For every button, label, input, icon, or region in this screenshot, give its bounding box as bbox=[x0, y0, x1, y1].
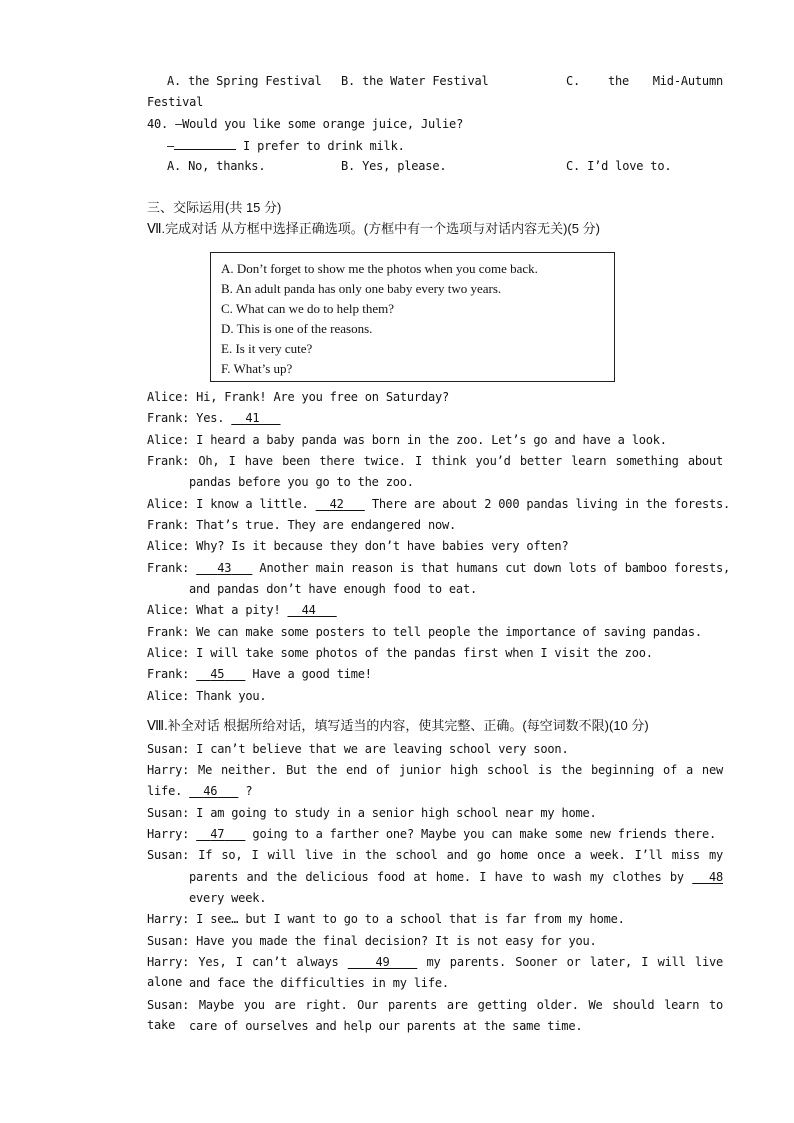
blank-48-number: 48 bbox=[708, 870, 723, 884]
dialogue7-line-9 bbox=[147, 558, 730, 578]
dialogue7-line-15: Alice: Thank you. bbox=[147, 689, 267, 703]
dialogue7-line-14 bbox=[147, 664, 372, 684]
q40-option-b: B. Yes, please. bbox=[341, 159, 447, 173]
dialogue7-line-14-pre: Frank: bbox=[147, 667, 197, 681]
dialogue7-line-1: Alice: Hi, Frank! Are you free on Saturday? bbox=[147, 390, 450, 404]
dialogue8-line-6: Susan: If so, I will live in the school and go home once a week. I’ll miss my bbox=[147, 848, 723, 862]
blank-45[interactable] bbox=[196, 667, 245, 681]
dialogue7-line-3: Alice: I heard a baby panda was born in the zoo. Let’s go and have a look. bbox=[147, 433, 667, 447]
dialogue8-line-3-pre: life. bbox=[147, 784, 190, 798]
q39-option-c-the: the bbox=[608, 74, 630, 88]
dialogue8-line-2: Harry: Me neither. But the end of junior high school is the beginning of a new bbox=[147, 763, 723, 777]
q40-options-row bbox=[167, 156, 723, 176]
dialogue7-line-12: Frank: We can make some posters to tell people the importance of saving pandas. bbox=[147, 625, 702, 639]
dialogue8-line-12: and face the difficulties in my life. bbox=[189, 976, 449, 990]
q39-option-a: A. the Spring Festival bbox=[167, 74, 322, 88]
dialogue7-line-10: and pandas don’t have enough food to eat. bbox=[189, 582, 478, 596]
dialogue7-line-11-pre: Alice: What a pity! bbox=[147, 603, 288, 617]
box-option-f: F. What’s up? bbox=[221, 361, 293, 376]
blank-41-number: 41 bbox=[245, 411, 260, 425]
dialogue8-line-13: Susan: Maybe you are right. Our parents are getting older. We should learn to take bbox=[147, 998, 723, 1032]
dialogue7-line-11 bbox=[147, 600, 337, 620]
dialogue8-line-7-pre: parents and the delicious food at home. I have to wash my clothes by bbox=[189, 870, 693, 884]
q39-option-c-letter: C. bbox=[566, 74, 581, 88]
dialogue7-line-13: Alice: I will take some photos of the pandas first when I visit the zoo. bbox=[147, 646, 653, 660]
dialogue8-line-8: every week. bbox=[189, 891, 267, 905]
dialogue8-line-9: Harry: I see… but I want to go to a school that is far from my home. bbox=[147, 912, 625, 926]
box-option-e: E. Is it very cute? bbox=[221, 341, 313, 356]
dialogue8-line-11-post: my parents. Sooner or later, I will live alone bbox=[147, 955, 724, 989]
dialogue7-line-9-pre: Frank: bbox=[147, 561, 197, 575]
dialogue7-line-14-post: Have a good time! bbox=[245, 667, 372, 681]
blank-43-number: 43 bbox=[217, 561, 232, 575]
section7-title: Ⅶ.完成对话 从方框中选择正确选项。(方框中有一个选项与对话内容无关)(5 分) bbox=[147, 221, 600, 236]
dialogue8-line-5-post: going to a farther one? Maybe you can make some new friends there. bbox=[245, 827, 717, 841]
q40-reply-dash: — bbox=[167, 139, 175, 153]
dialogue7-line-7: Frank: That’s true. They are endangered now. bbox=[147, 518, 457, 532]
q40-option-c: C. I’d love to. bbox=[566, 159, 672, 173]
dialogue8-line-3-post: ? bbox=[238, 784, 253, 798]
dialogue8-line-7 bbox=[189, 867, 723, 887]
blank-49[interactable] bbox=[348, 955, 418, 969]
blank-49-number: 49 bbox=[375, 955, 390, 969]
q39-option-b: B. the Water Festival bbox=[341, 74, 489, 88]
dialogue8-line-1: Susan: I can’t believe that we are leaving school very soon. bbox=[147, 742, 569, 756]
dialogue7-line-6 bbox=[147, 494, 730, 514]
blank-44[interactable] bbox=[288, 603, 337, 617]
dialogue7-line-6-pre: Alice: I know a little. bbox=[147, 497, 316, 511]
q40-blank[interactable] bbox=[174, 135, 236, 150]
q40-reply-text: I prefer to drink milk. bbox=[236, 139, 405, 153]
dialogue8-line-4: Susan: I am going to study in a senior high school near my home. bbox=[147, 806, 597, 820]
box-option-a: A. Don’t forget to show me the photos when you come back. bbox=[221, 261, 538, 276]
q40-stem: 40. —Would you like some orange juice, Julie? bbox=[147, 117, 464, 131]
q39-option-c-wrap: Festival bbox=[147, 95, 204, 109]
blank-47-number: 47 bbox=[210, 827, 225, 841]
dialogue7-line-2-text: Frank: Yes. bbox=[147, 411, 232, 425]
blank-42[interactable] bbox=[316, 497, 365, 511]
blank-44-number: 44 bbox=[301, 603, 316, 617]
q40-reply bbox=[167, 135, 405, 155]
section8-title: Ⅷ.补全对话 根据所给对话，填写适当的内容，使其完整、正确。(每空词数不限)(10 分) bbox=[147, 718, 649, 733]
options-box bbox=[210, 252, 615, 382]
dialogue7-line-9-post: Another main reason is that humans cut down lots of bamboo forests, bbox=[252, 561, 731, 575]
blank-42-number: 42 bbox=[329, 497, 344, 511]
q40-option-a: A. No, thanks. bbox=[167, 159, 266, 173]
blank-46[interactable] bbox=[189, 784, 238, 798]
dialogue8-line-5 bbox=[147, 824, 716, 844]
dialogue8-line-11-pre: Harry: Yes, I can’t always bbox=[147, 955, 348, 969]
dialogue8-line-5-pre: Harry: bbox=[147, 827, 197, 841]
blank-47[interactable] bbox=[196, 827, 245, 841]
dialogue8-line-10: Susan: Have you made the final decision? It is not easy for you. bbox=[147, 934, 597, 948]
dialogue7-line-4: Frank: Oh, I have been there twice. I think you’d better learn something about bbox=[147, 454, 723, 468]
dialogue7-line-8: Alice: Why? Is it because they don’t have babies very often? bbox=[147, 539, 569, 553]
blank-43[interactable] bbox=[196, 561, 252, 575]
blank-46-number: 46 bbox=[203, 784, 218, 798]
q39-option-c-rest: Mid-Autumn bbox=[652, 74, 723, 88]
dialogue7-line-6-post: There are about 2 000 pandas living in the forests. bbox=[364, 497, 731, 511]
blank-48[interactable] bbox=[692, 870, 723, 884]
dialogue7-line-2 bbox=[147, 408, 281, 428]
blank-45-number: 45 bbox=[210, 667, 225, 681]
dialogue8-line-3 bbox=[147, 781, 252, 801]
q39-options-row bbox=[167, 71, 723, 91]
section3-title: 三、交际运用(共 15 分) bbox=[147, 200, 282, 215]
blank-41[interactable] bbox=[231, 411, 280, 425]
dialogue7-line-5: pandas before you go to the zoo. bbox=[189, 475, 414, 489]
box-option-d: D. This is one of the reasons. bbox=[221, 321, 373, 336]
dialogue8-line-14: care of ourselves and help our parents at the same time. bbox=[189, 1019, 583, 1033]
box-option-c: C. What can we do to help them? bbox=[221, 301, 395, 316]
box-option-b: B. An adult panda has only one baby every two years. bbox=[221, 281, 502, 296]
